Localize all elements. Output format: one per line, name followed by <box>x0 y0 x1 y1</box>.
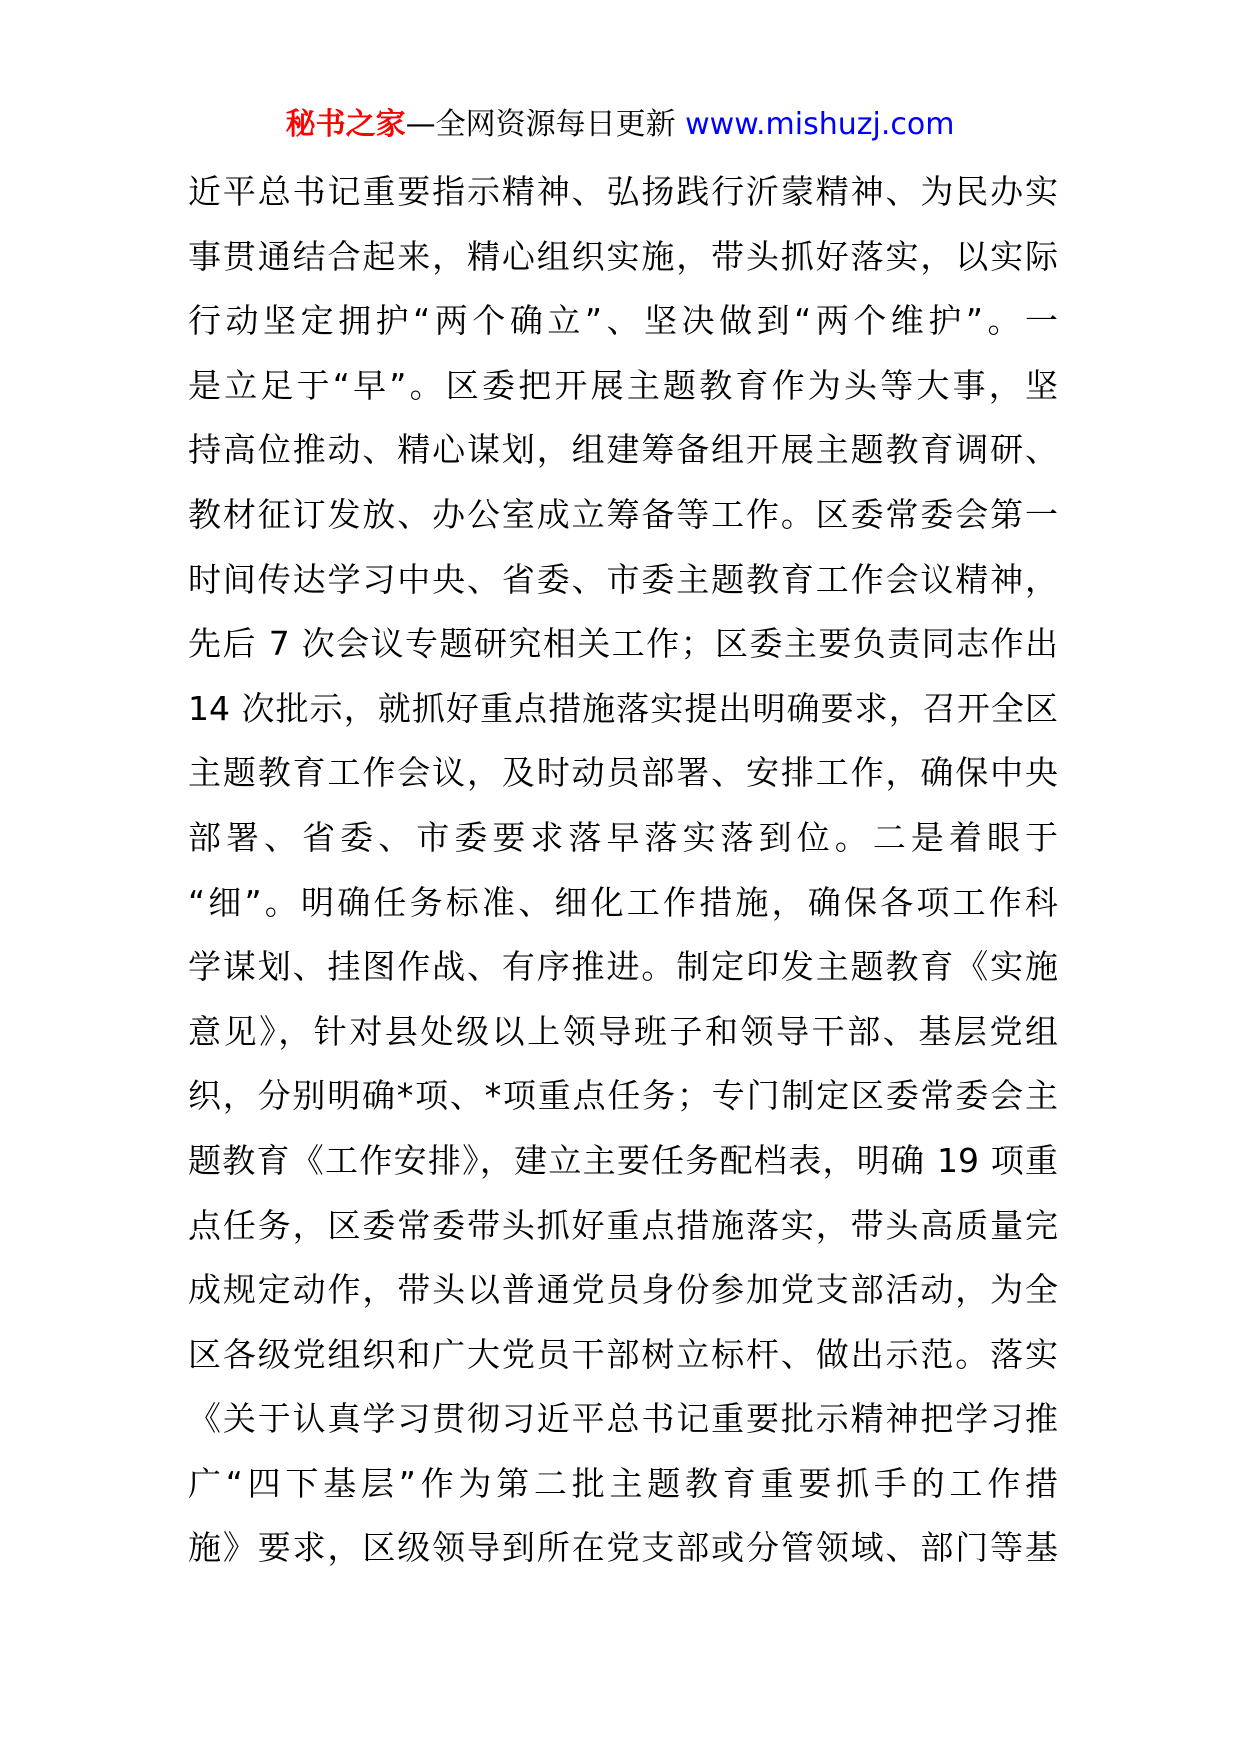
site-brand: 秘书之家 <box>285 107 406 142</box>
body-line: 时间传达学习中央、省委、市委主题教育工作会议精神， <box>188 559 1058 599</box>
body-line: 《关于认真学习贯彻习近平总书记重要批示精神把学习推 <box>188 1399 1058 1439</box>
body-line: 部署、省委、市委要求落早落实落到位。二是着眼于 <box>188 817 1058 857</box>
body-line: 持高位推动、精心谋划，组建筹备组开展主题教育调研、 <box>188 430 1058 470</box>
body-line: 14 次批示，就抓好重点措施落实提出明确要求，召开全区 <box>188 688 1058 728</box>
body-line: 广“四下基层”作为第二批主题教育重要抓手的工作措 <box>188 1463 1058 1503</box>
body-line: 学谋划、挂图作战、有序推进。制定印发主题教育《实施 <box>188 947 1058 987</box>
body-line: 施》要求，区级领导到所在党支部或分管领域、部门等基 <box>188 1528 1058 1568</box>
body-line: 织，分别明确*项、*项重点任务；专门制定区委常委会主 <box>188 1076 1058 1116</box>
page-header <box>0 104 1240 146</box>
body-line: “细”。明确任务标准、细化工作措施，确保各项工作科 <box>188 882 1058 922</box>
body-line: 行动坚定拥护“两个确立”、坚决做到“两个维护”。一 <box>188 301 1058 341</box>
body-line: 主题教育工作会议，及时动员部署、安排工作，确保中央 <box>188 753 1058 793</box>
site-url-link[interactable]: www.mishuzj.com <box>685 107 955 142</box>
body-line: 是立足于“早”。区委把开展主题教育作为头等大事，坚 <box>188 365 1058 405</box>
body-line: 事贯通结合起来，精心组织实施，带头抓好落实，以实际 <box>188 236 1058 276</box>
site-tagline: —全网资源每日更新 <box>405 107 686 142</box>
document-body <box>188 160 1058 1581</box>
body-line: 先后 7 次会议专题研究相关工作；区委主要负责同志作出 <box>188 624 1058 664</box>
body-line: 近平总书记重要指示精神、弘扬践行沂蒙精神、为民办实 <box>188 172 1058 211</box>
body-line: 意见》，针对县处级以上领导班子和领导干部、基层党组 <box>188 1011 1058 1051</box>
body-line: 成规定动作，带头以普通党员身份参加党支部活动，为全 <box>188 1270 1058 1310</box>
body-line: 点任务，区委常委带头抓好重点措施落实，带头高质量完 <box>188 1205 1058 1245</box>
body-line: 区各级党组织和广大党员干部树立标杆、做出示范。落实 <box>188 1334 1058 1374</box>
body-line: 教材征订发放、办公室成立筹备等工作。区委常委会第一 <box>188 494 1058 534</box>
body-line: 题教育《工作安排》，建立主要任务配档表，明确 19 项重 <box>188 1140 1058 1180</box>
